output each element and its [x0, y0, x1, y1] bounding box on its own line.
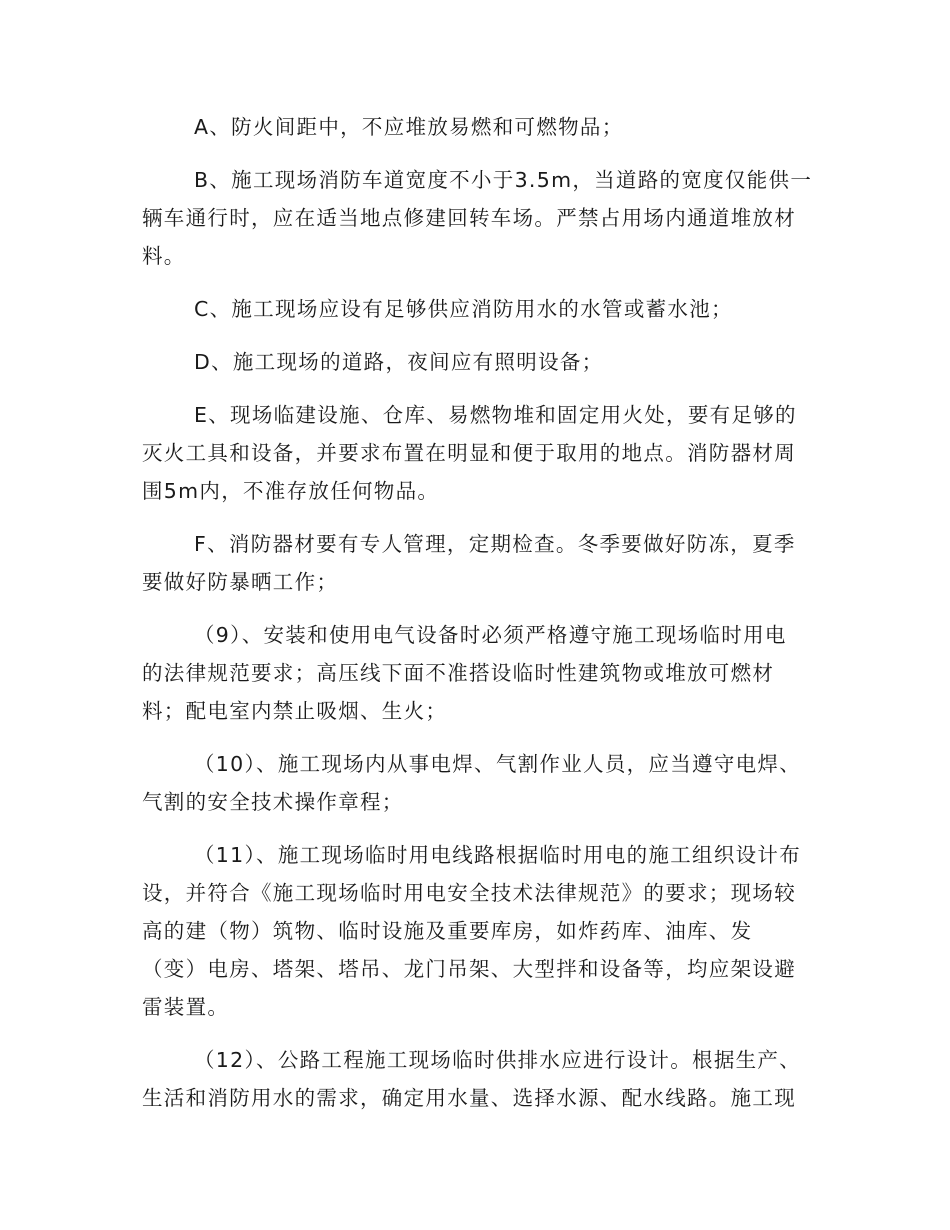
- text-line: （变）电房、塔架、塔吊、龙门吊架、大型拌和设备等，均应架设避: [142, 957, 796, 981]
- text-line: 灭火工具和设备，并要求布置在明显和便于取用的地点。消防器材周: [142, 441, 796, 465]
- paragraph-b: [142, 161, 813, 275]
- text-line: 设，并符合《施工现场临时用电安全技术法律规范》的要求；现场较: [142, 881, 796, 905]
- text-line: C、施工现场应设有足够供应消防用水的水管或蓄水池；: [194, 297, 733, 321]
- paragraph-c: [142, 290, 807, 328]
- text-line: 要做好防暴晒工作；: [142, 570, 339, 594]
- text-line: F、消防器材要有专人管理，定期检查。冬季要做好防冻，夏季: [194, 532, 796, 556]
- text-line: B、施工现场消防车道宽度不小于3.5m，当道路的宽度仅能供一: [194, 168, 813, 192]
- text-line: （10）、施工现场内从事电焊、气割作业人员，应当遵守电焊、: [194, 752, 802, 776]
- text-line: D、施工现场的道路，夜间应有照明设备；: [194, 350, 604, 374]
- text-line: 高的建（物）筑物、临时设施及重要库房，如炸药库、油库、发: [142, 919, 753, 943]
- text-line: （11）、施工现场临时用电线路根据临时用电的施工组织设计布: [194, 843, 802, 867]
- text-line: 生活和消防用水的需求，确定用水量、选择水源、配水线路。施工现: [142, 1086, 796, 1110]
- paragraph-9: [142, 616, 807, 730]
- paragraph-a: [142, 108, 807, 146]
- document-body: [142, 108, 813, 1132]
- text-line: 料；配电室内禁止吸烟、生火；: [142, 699, 448, 723]
- text-line: 的法律规范要求；高压线下面不准搭设临时性建筑物或堆放可燃材: [142, 661, 775, 685]
- text-line: A、防火间距中，不应堆放易燃和可燃物品；: [194, 115, 624, 139]
- text-line: 料。: [142, 244, 186, 268]
- paragraph-10: [142, 745, 807, 821]
- text-line: 气割的安全技术操作章程；: [142, 790, 404, 814]
- text-line: 辆车通行时，应在适当地点修建回转车场。严禁占用场内通道堆放材: [142, 206, 796, 230]
- paragraph-d: [142, 343, 807, 381]
- paragraph-11: [142, 836, 807, 1026]
- text-line: （12）、公路工程施工现场临时供排水应进行设计。根据生产、: [194, 1048, 802, 1072]
- text-line: 围5m内，不准存放任何物品。: [142, 479, 440, 503]
- text-line: 雷装置。: [142, 995, 230, 1019]
- paragraph-e: [142, 396, 807, 510]
- paragraph-f: [142, 525, 807, 601]
- paragraph-12: [142, 1041, 807, 1117]
- text-line: （9）、安装和使用电气设备时必须严格遵守施工现场临时用电: [194, 623, 787, 647]
- text-line: E、现场临建设施、仓库、易燃物堆和固定用火处，要有足够的: [194, 403, 797, 427]
